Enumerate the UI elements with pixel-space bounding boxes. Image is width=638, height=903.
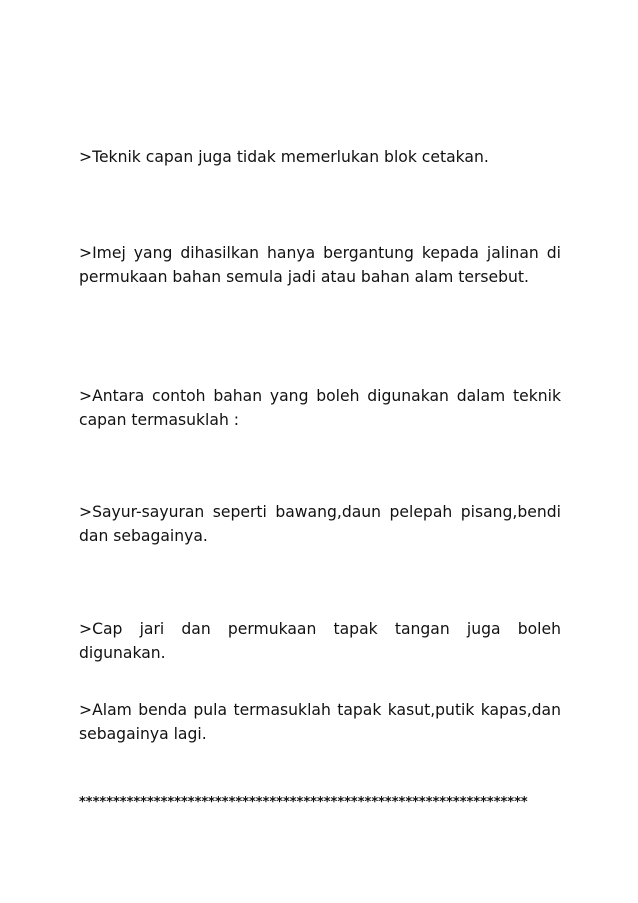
paragraph-1: >Teknik capan juga tidak memerlukan blok cetakan. [79, 148, 489, 166]
separator-line: ****************************************************************** [79, 795, 528, 810]
paragraph-2: >Imej yang dihasilkan hanya bergantung kepada jalinan di permukaan bahan semula jadi atau bahan alam tersebut. [79, 244, 561, 286]
paragraph-3: >Antara contoh bahan yang boleh digunakan dalam teknik capan termasuklah : [79, 387, 561, 429]
paragraph-4: >Sayur-sayuran seperti bawang,daun pelepah pisang,bendi dan sebagainya. [79, 503, 561, 545]
paragraph-6: >Alam benda pula termasuklah tapak kasut,putik kapas,dan sebagainya lagi. [79, 701, 561, 743]
paragraph-5: >Cap jari dan permukaan tapak tangan juga boleh digunakan. [79, 620, 561, 662]
